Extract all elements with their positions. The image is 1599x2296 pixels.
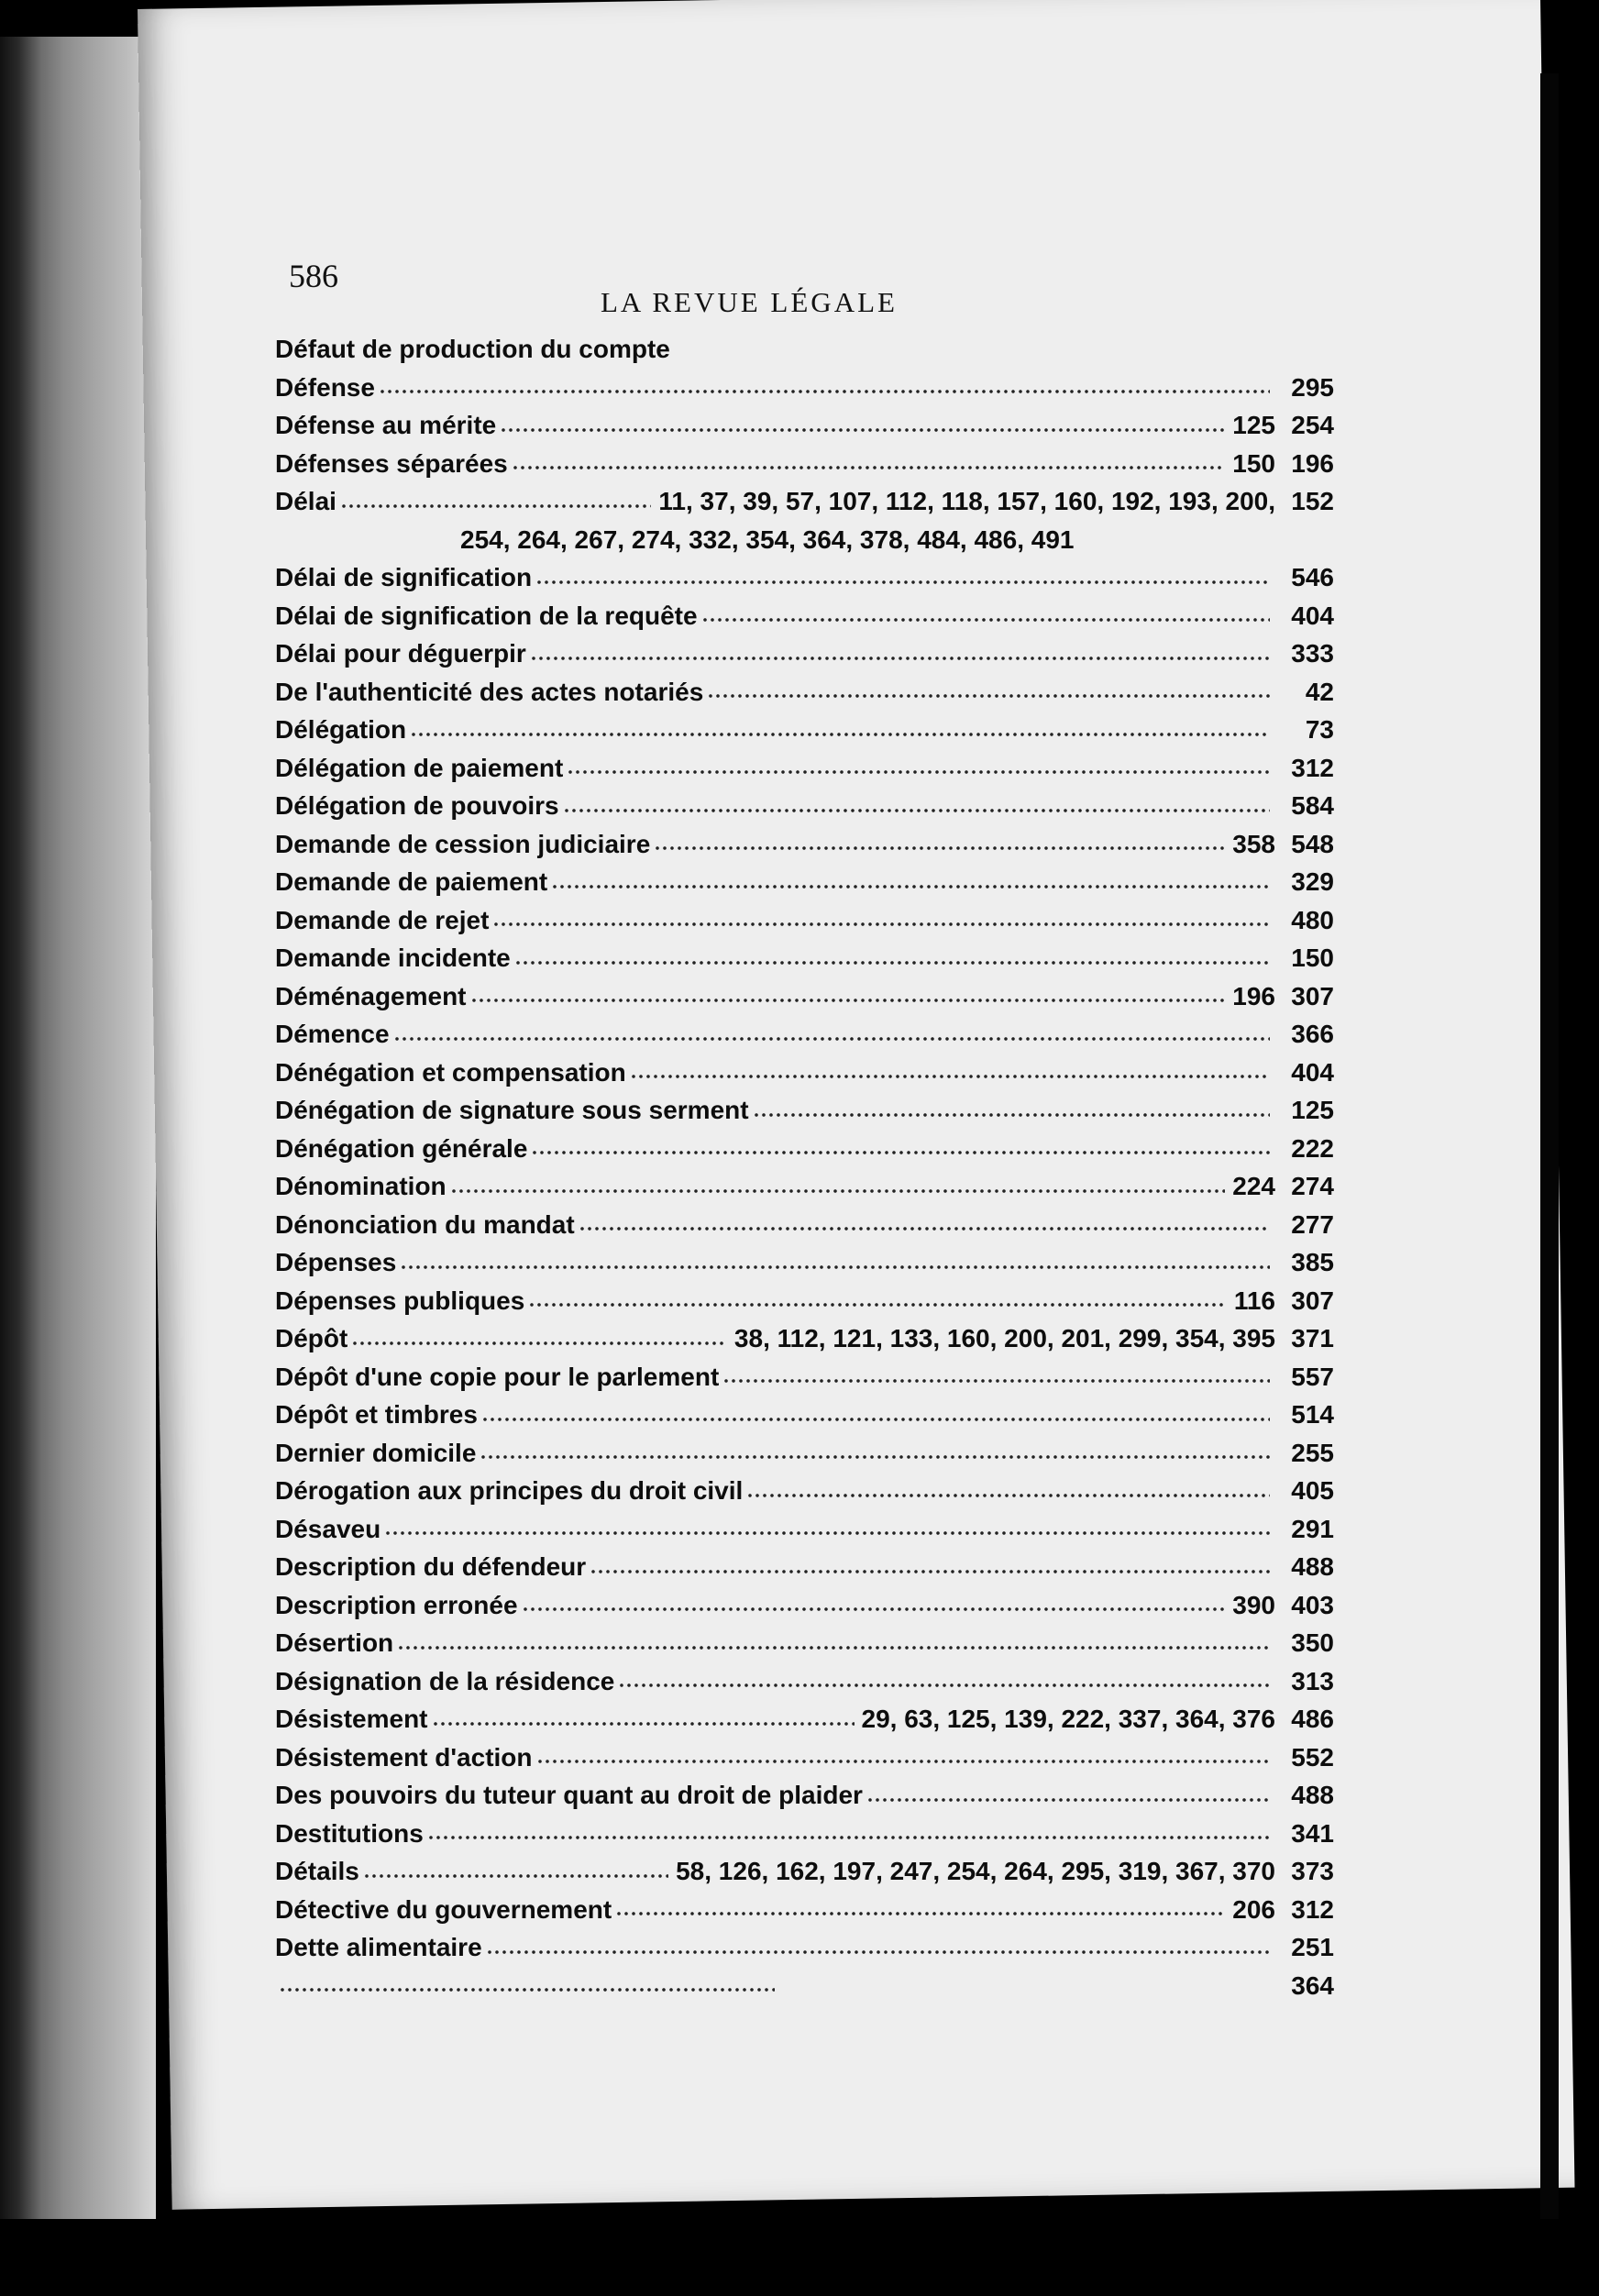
dot-leader [522,1604,1226,1613]
index-entry [275,558,1334,597]
index-entry [275,1928,1334,1967]
dot-leader [722,1375,1270,1385]
index-entry [275,1815,1334,1853]
index-entry [275,1434,1334,1473]
index-page: 333 [1291,639,1334,668]
index-term: Description erronée [275,1590,518,1619]
dot-leader [535,577,1270,586]
index-page: 42 [1305,677,1334,706]
index-entry [275,1548,1334,1586]
index-refs: 390 [1232,1590,1275,1619]
dot-leader [450,1186,1226,1195]
index-refs: 29, 63, 125, 139, 222, 337, 364, 376 [861,1705,1275,1733]
index-entry [275,1662,1334,1701]
index-term: Délégation [275,715,407,744]
index-page: 274 [1291,1172,1334,1200]
dot-leader [531,1147,1270,1156]
index-refs: 150 [1232,448,1275,478]
index-entry [275,1282,1334,1320]
index-page: 254 [1291,411,1334,439]
dot-leader [481,1414,1270,1423]
index-term: Détective du gouvernement [275,1894,612,1924]
index-entry [275,1624,1334,1662]
dot-leader [397,1642,1270,1651]
index-term: Défense [275,372,375,402]
index-term: Destitutions [275,1818,424,1848]
dot-leader [363,1871,668,1880]
index-term: Dépôt d'une copie pour le parlement [275,1362,720,1391]
index-page: 277 [1291,1209,1334,1239]
index-term: Dénonciation du mandat [275,1209,575,1239]
index-page: 488 [1291,1781,1334,1809]
index-entry [275,1015,1334,1054]
dot-leader [486,1947,1270,1956]
index-entry [275,1206,1334,1244]
dot-leader [536,1756,1270,1765]
dot-leader [279,1984,775,1993]
dot-leader [579,1223,1270,1232]
index-entry [275,1091,1334,1130]
index-list [275,330,1334,2004]
index-entry [275,1510,1334,1549]
index-page: 546 [1291,563,1334,591]
index-page: 557 [1291,1362,1334,1391]
dot-leader [528,1299,1227,1308]
index-page: 307 [1291,1286,1334,1315]
index-page: 584 [1291,791,1334,820]
index-page: 366 [1291,1020,1334,1048]
index-term: Défense au mérite [275,411,497,439]
index-refs: 206 [1232,1894,1275,1924]
index-refs: 196 [1232,981,1275,1010]
index-term: Demande de rejet [275,905,490,934]
index-term: Désistement d'action [275,1742,533,1772]
index-term: Demande de paiement [275,867,548,896]
index-entry [275,825,1334,864]
dot-leader [701,614,1270,624]
dot-leader [340,501,651,510]
index-page: 404 [1291,601,1334,630]
index-entry [275,330,1334,369]
index-page: 488 [1291,1552,1334,1581]
index-term: Dénégation générale [275,1133,528,1163]
index-term: De l'authenticité des actes notariés [275,677,704,706]
dot-leader [393,1033,1270,1043]
running-head: LA REVUE LÉGALE [601,286,898,318]
index-term: Dépenses [275,1248,397,1276]
dot-leader [654,843,1225,852]
index-page: 251 [1291,1933,1334,1961]
dot-leader [351,1338,727,1347]
index-entry [275,1967,1334,2005]
index-entry [275,445,1334,483]
page-number: 586 [289,258,338,294]
book-spine-edge [0,37,156,2219]
index-entry [275,863,1334,901]
dot-leader [379,386,1270,395]
index-refs: 11, 37, 39, 57, 107, 112, 118, 157, 160, 192, 193, 200, [658,487,1275,515]
index-term: Dette alimentaire [275,1933,482,1961]
index-refs: 358 [1232,829,1275,858]
index-term: Détails [275,1857,359,1885]
index-entry [275,1243,1334,1282]
index-term: Délai de signification de la requête [275,601,698,630]
index-page: 385 [1291,1248,1334,1276]
index-entry [275,787,1334,825]
dot-leader [563,805,1270,814]
dot-leader [615,1908,1225,1917]
index-term: Délai de signification [275,563,533,591]
index-page: 150 [1291,944,1334,972]
index-entry [275,901,1334,940]
index-refs: 116 [1233,1286,1275,1315]
index-entry [275,1319,1334,1358]
dot-leader [432,1718,855,1728]
index-entry [275,597,1334,635]
dot-leader [384,1528,1270,1537]
index-term: Démence [275,1020,390,1048]
index-entry [275,1739,1334,1777]
index-page: 548 [1291,829,1334,858]
index-term: Demande incidente [275,944,511,972]
dot-leader [500,425,1225,434]
index-refs: 58, 126, 162, 197, 247, 254, 264, 295, 319, 367, 370 [676,1857,1275,1885]
index-page: 312 [1291,1894,1334,1924]
index-term: Délégation de paiement [275,753,564,782]
index-entry [275,1130,1334,1168]
dot-leader [590,1566,1270,1575]
index-entry [275,1776,1334,1815]
index-term: Défaut de production du compte [275,335,670,363]
index-term: Dénégation et compensation [275,1057,626,1087]
index-term: Des pouvoirs du tuteur quant au droit de plaider [275,1781,863,1809]
dot-leader [618,1680,1270,1689]
dot-leader [427,1832,1270,1841]
dot-leader [567,767,1270,776]
scan-border [0,2219,1599,2296]
dot-leader [410,729,1270,738]
index-entry [275,1358,1334,1396]
index-term: Description du défendeur [275,1552,587,1581]
index-page: 196 [1291,448,1334,478]
page-edge-shadow [1540,73,1559,2219]
index-term: Délai pour déguerpir [275,639,526,668]
index-entry [275,1586,1334,1625]
dot-leader [470,995,1226,1004]
index-entry [275,977,1334,1016]
index-page: 222 [1291,1133,1334,1163]
index-entry [275,369,1334,407]
index-term: Dépenses publiques [275,1286,525,1315]
index-page: 152 [1291,487,1334,515]
index-term: Demande de cession judiciaire [275,829,651,858]
index-entry [275,749,1334,788]
index-entry [275,711,1334,749]
index-refs: 224 [1232,1172,1275,1200]
dot-leader [746,1490,1270,1499]
index-entry [275,1054,1334,1092]
index-term: Défenses séparées [275,448,508,478]
index-term: Délégation de pouvoirs [275,791,559,820]
dot-leader [866,1794,1270,1804]
index-page: 255 [1291,1438,1334,1467]
index-page: 552 [1291,1742,1334,1772]
index-term: Dérogation aux principes du droit civil [275,1476,744,1505]
index-entry [275,1852,1334,1891]
index-entry [275,635,1334,673]
index-term: Dénomination [275,1172,447,1200]
index-entry [275,482,1334,521]
dot-leader [630,1071,1270,1080]
index-entry [275,1167,1334,1206]
index-term: Désertion [275,1628,394,1657]
dot-leader [530,653,1270,662]
dot-leader [514,957,1270,966]
index-term: Désignation de la résidence [275,1666,615,1695]
index-term: Délai [275,487,336,515]
dot-leader [753,1109,1270,1119]
index-page: 313 [1291,1666,1334,1695]
index-page: 364 [1291,1970,1334,2000]
index-entry [275,939,1334,977]
index-page: 486 [1291,1705,1334,1733]
dot-leader [707,690,1270,700]
index-refs: 38, 112, 121, 133, 160, 200, 201, 299, 354, 395 [733,1324,1275,1352]
index-term: Dénégation de signature sous serment [275,1096,749,1124]
index-page: 373 [1291,1857,1334,1885]
index-term: Dernier domicile [275,1438,477,1467]
index-entry [275,1472,1334,1510]
dot-leader [480,1452,1270,1461]
index-page: 514 [1291,1400,1334,1429]
index-page: 73 [1305,715,1334,744]
index-page: 371 [1291,1324,1334,1352]
index-refs: 254, 264, 267, 274, 332, 354, 364, 378, 484, 486, 491 [460,524,1075,554]
index-entry [275,1396,1334,1434]
dot-leader [492,919,1270,928]
index-term: Déménagement [275,981,467,1010]
index-page: 291 [1291,1514,1334,1543]
index-refs: 125 [1232,411,1275,439]
index-term: Dépôt [275,1324,348,1352]
index-term: Dépôt et timbres [275,1400,478,1429]
index-page: 405 [1291,1476,1334,1505]
index-entry [275,1700,1334,1739]
index-page: 125 [1291,1096,1334,1124]
index-page: 329 [1291,867,1334,896]
index-page: 404 [1291,1057,1334,1087]
index-page: 480 [1291,905,1334,934]
index-page: 350 [1291,1628,1334,1657]
dot-leader [400,1262,1270,1271]
dot-leader [551,881,1270,890]
index-entry [275,1891,1334,1929]
index-entry [275,406,1334,445]
index-page: 403 [1291,1590,1334,1619]
index-page: 341 [1291,1818,1334,1848]
index-entry [275,521,1334,559]
index-page: 307 [1291,981,1334,1010]
index-page: 295 [1291,372,1334,402]
index-page: 312 [1291,753,1334,782]
index-entry [275,673,1334,712]
index-term: Désaveu [275,1514,381,1543]
dot-leader [512,462,1226,471]
index-term: Désistement [275,1705,428,1733]
